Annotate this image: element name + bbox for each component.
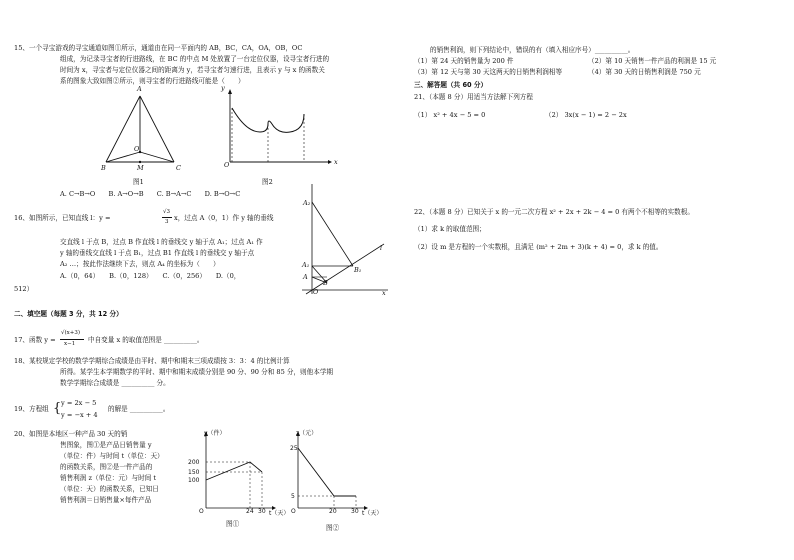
chart2-y-label: z（元） bbox=[296, 430, 318, 437]
fig2-caption: 图2 bbox=[262, 178, 273, 186]
fig1-label-m: M bbox=[137, 164, 144, 172]
fig1-label-a: A bbox=[137, 85, 142, 93]
q21-title: 21、（本题 8 分）用适当方法解下列方程 bbox=[414, 93, 533, 101]
q17-prefix: 17、函数 y = bbox=[14, 336, 56, 344]
fig2-label-x: x bbox=[334, 158, 338, 166]
chart2-x-label: t（天） bbox=[362, 510, 383, 517]
q19-prefix: 19、方程组 bbox=[14, 405, 49, 413]
q22-part-1: （1）求 k 的取值范围； bbox=[414, 225, 486, 233]
q21-part-1: （1） x² + 4x − 5 = 0 bbox=[414, 111, 486, 119]
q18-line-2: 所得。某学生本学期数学的平时、期中和期末成绩分别是 90 分、90 分和 85 分，则他本学期 bbox=[60, 368, 334, 376]
q15-line-1: 15、一个寻宝游戏的寻宝通道如图①所示，通道由在同一平面内的 AB，BC，CA，OA，OB，OC bbox=[14, 44, 303, 52]
q17-den: x−1 bbox=[64, 341, 76, 347]
q17-suffix: 中自变量 x 的取值范围是 __________。 bbox=[88, 336, 204, 344]
fig1-label-c: C bbox=[176, 164, 181, 172]
q20-chart-1 bbox=[198, 430, 278, 518]
fig2-label-y: y bbox=[221, 84, 225, 92]
q20-option-1: （1）第 24 天的销售量为 200 件 bbox=[414, 57, 514, 65]
chart2-ytick-25: 25 bbox=[290, 445, 298, 452]
q21-part-2: （2） 3x(x − 1) = 2 − 2x bbox=[545, 111, 627, 119]
q15-line-2: 组成，为记录寻宝者的行进路线，在 BC 的中点 M 处放置了一台定位仪器，设寻宝者行进的 bbox=[60, 55, 330, 63]
fig1-caption: 图1 bbox=[133, 178, 144, 186]
q16-frac-num: √3 bbox=[163, 209, 171, 215]
q15-figure-1 bbox=[98, 92, 188, 172]
chart1-ytick-200: 200 bbox=[188, 459, 200, 466]
q20-chart-2 bbox=[290, 430, 370, 518]
q16-label-a: A bbox=[303, 273, 308, 281]
chart1-xtick-24: 24 bbox=[246, 508, 254, 515]
q16-label-o: O bbox=[313, 288, 319, 296]
section-3-heading: 三、解答题（共 60 分） bbox=[414, 81, 488, 89]
q19-eq2: y = −x + 4 bbox=[61, 411, 98, 419]
chart2-xtick-20: 20 bbox=[329, 508, 337, 515]
q18-line-1: 18、某校规定学校的数学学期综合成绩是由平时、期中和期末三项成绩按 3：3：4 的比例计算 bbox=[14, 357, 290, 365]
q16-frac-den: 3 bbox=[165, 219, 169, 225]
q19-brace: { bbox=[53, 401, 62, 416]
q20-line-2: 售图象，图①是产品日销售量 y bbox=[60, 441, 152, 449]
q16-line-1a: 16、如图所示，已知直线 l：y = bbox=[14, 214, 111, 222]
chart1-x-label: t（天） bbox=[269, 510, 290, 517]
q20-line-7: 销售利润＝日销售量×每件产品 bbox=[60, 496, 152, 504]
q16-label-a1: A₁ bbox=[302, 261, 310, 269]
chart2-ytick-5: 5 bbox=[291, 493, 295, 500]
q15-figure-2 bbox=[224, 88, 334, 168]
q20-option-2: （2）第 10 天销售一件产品的利润是 15 元 bbox=[588, 57, 717, 65]
chart1-origin: O bbox=[199, 508, 204, 515]
q20-line-5: 销售利润 z（单位：元）与时间 t bbox=[60, 474, 157, 482]
q20-line-1: 20、如图是本地区一种产品 30 天的销 bbox=[14, 430, 128, 438]
q16-label-l: l bbox=[380, 244, 383, 252]
chart2-origin: O bbox=[291, 508, 296, 515]
fig1-label-b: B bbox=[101, 164, 106, 172]
fig1-label-o: O bbox=[134, 145, 140, 153]
q19-eq1: y = 2x − 5 bbox=[61, 399, 97, 407]
chart1-y-label: y（件） bbox=[204, 430, 226, 437]
q20-option-4: （4）第 30 天的日销售利润是 750 元 bbox=[588, 68, 701, 76]
q15-line-4: 系的图象大致如图②所示，则寻宝者的行进路线可能是（ ） bbox=[60, 77, 245, 85]
chart1-ytick-100: 100 bbox=[188, 477, 200, 484]
q20-line-4: 的函数关系，图②是一件产品的 bbox=[60, 463, 153, 471]
chart2-xtick-30: 30 bbox=[351, 508, 359, 515]
q22-part-2: （2）设 m 是方程的一个实数根，且满足 (m² + 2m + 3)(k + 4) = 0，求 k 的值。 bbox=[414, 243, 663, 251]
q15-options: A. C→B→O B. A→O→B C. B→A→C D. B→O→C bbox=[60, 190, 241, 198]
q20-option-3: （3）第 12 天与第 30 天这两天的日销售利润相等 bbox=[414, 68, 563, 76]
chart1-caption: 图① bbox=[226, 520, 240, 528]
q16-line-4: A₂ …；按此作法继续下去，则点 A₄ 的坐标为（ ） bbox=[60, 260, 220, 268]
q17-num: √(x+3) bbox=[61, 330, 81, 336]
chart2-caption: 图② bbox=[326, 524, 340, 532]
q16-label-b1: B₁ bbox=[354, 266, 362, 274]
q16-label-x: x bbox=[382, 289, 386, 297]
q19-suffix: 的解是 __________。 bbox=[108, 405, 170, 413]
q16-line-3: y 轴的垂线交直线 l 于点 B₁，过点 B1 作直线 l 的垂线交 y 轴于点 bbox=[60, 249, 255, 257]
q22-title: 22、（本题 8 分）已知关于 x 的一元二次方程 x² + 2x + 2k − 4 = 0 有两个不相等的实数根。 bbox=[414, 208, 694, 216]
q16-figure bbox=[300, 182, 390, 300]
q20-continuation: 的销售利润，则下列结论中，错误的有（填入相应序号）__________。 bbox=[430, 46, 635, 54]
q18-line-3: 数学学期综合成绩是 __________ 分。 bbox=[60, 379, 170, 387]
fig2-label-o: O bbox=[224, 161, 230, 169]
q16-label-b: B bbox=[323, 279, 328, 287]
q20-line-6: （单位：天）的函数关系，已知日 bbox=[60, 485, 159, 493]
q20-line-3: （单位：件）与时间 t（单位：天） bbox=[60, 452, 164, 460]
q16-options-tail: 512） bbox=[14, 285, 34, 293]
q16-line-1b: x，过点 A（0，1）作 y 轴的垂线 bbox=[174, 214, 274, 222]
q16-line-2: 交直线 l 于点 B，过点 B 作直线 l 的垂线交 y 轴于点 A₁；过点 A₁ 作 bbox=[60, 238, 263, 246]
q15-line-3: 时间为 x，寻宝者与定位仪器之间的距离为 y，若寻宝者匀速行进，且表示 y 与 x 的函数关 bbox=[60, 66, 325, 74]
section-2-heading: 二、填空题（每题 3 分，共 12 分） bbox=[14, 310, 123, 318]
q16-label-a2: A₂ bbox=[303, 199, 311, 207]
chart1-ytick-150: 150 bbox=[188, 469, 200, 476]
chart1-xtick-30: 30 bbox=[258, 508, 266, 515]
q16-options: A.（0，64） B.（0，128） C.（0，256） D.（0， bbox=[60, 272, 241, 280]
